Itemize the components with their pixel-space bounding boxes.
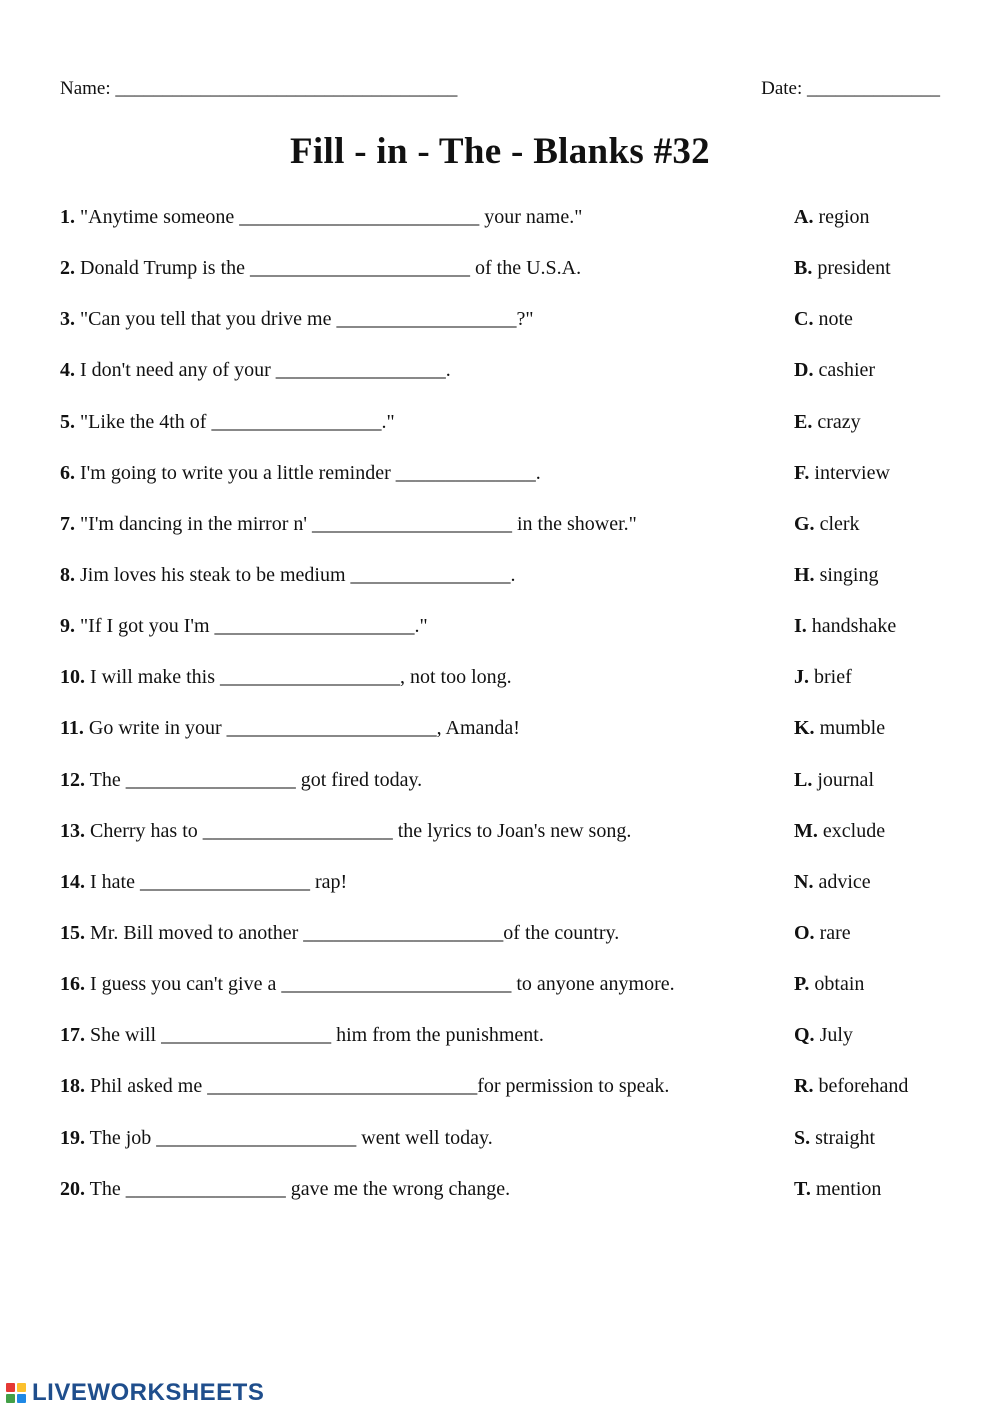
name-field-label: Name: ____________________________________ [60, 78, 458, 99]
question-number: 9. [60, 615, 75, 638]
answer-word: advice [818, 870, 871, 893]
question-text: "Can you tell that you drive me __________________?" [80, 308, 534, 331]
question-item [60, 511, 780, 562]
question-number: 6. [60, 461, 75, 484]
answer-word: cashier [818, 359, 876, 382]
answer-letter: F. [794, 461, 810, 484]
answer-letter: Q. [794, 1024, 815, 1047]
answer-letter: C. [794, 308, 814, 331]
answer-option [794, 562, 994, 613]
answer-option [794, 1176, 994, 1227]
question-item [60, 971, 780, 1022]
question-item [60, 767, 780, 818]
answer-option [794, 971, 994, 1022]
answer-word: obtain [814, 973, 865, 996]
answer-word: July [819, 1024, 853, 1047]
liveworksheets-logo [6, 1378, 264, 1408]
question-number: 20. [60, 1177, 85, 1200]
logo-block [17, 1394, 26, 1403]
worksheet-header [60, 78, 940, 104]
question-item [60, 460, 780, 511]
question-item [60, 613, 780, 664]
question-number: 15. [60, 921, 85, 944]
question-text: "I'm dancing in the mirror n' ____________________ in the shower." [80, 512, 637, 535]
answer-option [794, 715, 994, 766]
question-item [60, 920, 780, 971]
answer-word: mention [815, 1177, 882, 1200]
question-text: The job ____________________ went well today. [89, 1126, 493, 1149]
question-text: The _________________ got fired today. [89, 768, 423, 791]
answer-word: rare [819, 921, 851, 944]
answer-option [794, 869, 994, 920]
answer-option [794, 664, 994, 715]
question-number: 16. [60, 973, 85, 996]
answer-word: note [818, 308, 853, 331]
question-text: The ________________ gave me the wrong change. [89, 1177, 511, 1200]
question-item [60, 1125, 780, 1176]
answer-option [794, 255, 994, 306]
question-item [60, 1073, 780, 1124]
question-number: 1. [60, 206, 75, 228]
logo-block [17, 1383, 26, 1392]
logo-text: LIVEWORKSHEETS [32, 1379, 265, 1406]
answer-word: clerk [819, 512, 860, 535]
answer-word: exclude [822, 819, 886, 842]
answer-letter: H. [794, 563, 815, 586]
question-item [60, 664, 780, 715]
date-field-label: Date: ______________ [761, 78, 940, 99]
question-number: 18. [60, 1075, 85, 1098]
question-number: 5. [60, 410, 75, 433]
answer-letter: D. [794, 359, 814, 382]
answer-word: president [817, 257, 891, 280]
question-text: Phil asked me ___________________________for permission to speak. [90, 1075, 670, 1098]
answer-bank [794, 204, 994, 1227]
question-text: I will make this __________________, not too long. [90, 666, 512, 689]
answer-option [794, 613, 994, 664]
answer-option [794, 1022, 994, 1073]
question-number: 2. [60, 257, 75, 280]
answer-word: mumble [819, 717, 886, 740]
answer-letter: E. [794, 410, 813, 433]
answer-option [794, 357, 994, 408]
question-text: I don't need any of your _________________. [80, 359, 451, 382]
question-item [60, 255, 780, 306]
answer-letter: J. [794, 666, 809, 689]
question-item [60, 409, 780, 460]
question-number: 3. [60, 308, 75, 331]
answer-letter: O. [794, 921, 815, 944]
answer-letter: G. [794, 512, 815, 535]
answer-option [794, 1125, 994, 1176]
answer-letter: I. [794, 615, 807, 638]
answer-option [794, 818, 994, 869]
question-item [60, 357, 780, 408]
answer-letter: N. [794, 870, 814, 893]
question-number: 11. [60, 717, 84, 740]
question-text: "Anytime someone ________________________ your name." [80, 206, 583, 228]
answer-letter: K. [794, 717, 815, 740]
question-number: 12. [60, 768, 85, 791]
question-number: 8. [60, 563, 75, 586]
question-item [60, 1176, 780, 1227]
question-number: 10. [60, 666, 85, 689]
answer-option [794, 204, 994, 255]
answer-word: handshake [811, 615, 897, 638]
answer-option [794, 767, 994, 818]
answer-letter: S. [794, 1126, 811, 1149]
answer-word: brief [814, 666, 852, 689]
question-item [60, 715, 780, 766]
question-item [60, 818, 780, 869]
question-number: 13. [60, 819, 85, 842]
question-text: I hate _________________ rap! [90, 870, 348, 893]
answer-option [794, 920, 994, 971]
logo-block [6, 1394, 15, 1403]
answer-option [794, 460, 994, 511]
question-number: 7. [60, 512, 75, 535]
answer-option [794, 511, 994, 562]
answer-word: interview [814, 461, 890, 484]
answer-word: beforehand [818, 1075, 909, 1098]
question-item [60, 204, 780, 255]
question-text: She will _________________ him from the punishment. [90, 1024, 544, 1047]
question-text: Jim loves his steak to be medium ________________. [80, 563, 516, 586]
answer-letter: L. [794, 768, 813, 791]
answer-letter: B. [794, 257, 813, 280]
answer-letter: T. [794, 1177, 811, 1200]
question-text: I'm going to write you a little reminder ______________. [80, 461, 541, 484]
question-text: "Like the 4th of _________________." [80, 410, 395, 433]
answer-word: journal [817, 768, 874, 791]
answer-option [794, 1073, 994, 1124]
question-item [60, 562, 780, 613]
question-item [60, 1022, 780, 1073]
worksheet-title: Fill - in - The - Blanks #32 [290, 131, 710, 172]
answer-letter: M. [794, 819, 818, 842]
answer-letter: R. [794, 1075, 814, 1098]
question-text: Donald Trump is the ______________________ of the U.S.A. [80, 257, 582, 280]
question-number: 19. [60, 1126, 85, 1149]
answer-option [794, 306, 994, 357]
question-list [60, 204, 780, 1227]
question-number: 14. [60, 870, 85, 893]
question-text: Cherry has to ___________________ the lyrics to Joan's new song. [90, 819, 632, 842]
question-number: 17. [60, 1024, 85, 1047]
answer-option [794, 409, 994, 460]
question-item [60, 869, 780, 920]
logo-block [6, 1383, 15, 1392]
question-text: Go write in your _____________________, Amanda! [88, 717, 520, 740]
answer-letter: P. [794, 973, 810, 996]
answer-word: crazy [817, 410, 861, 433]
answer-word: region [818, 206, 870, 228]
answer-word: singing [819, 563, 879, 586]
question-text: I guess you can't give a _______________________ to anyone anymore. [90, 973, 675, 996]
logo-blocks-icon [6, 1383, 26, 1403]
question-item [60, 306, 780, 357]
answer-letter: A. [794, 206, 814, 228]
answer-word: straight [815, 1126, 876, 1149]
question-text: "If I got you I'm ____________________." [80, 615, 428, 638]
question-number: 4. [60, 359, 75, 382]
question-text: Mr. Bill moved to another ____________________of the country. [90, 921, 620, 944]
